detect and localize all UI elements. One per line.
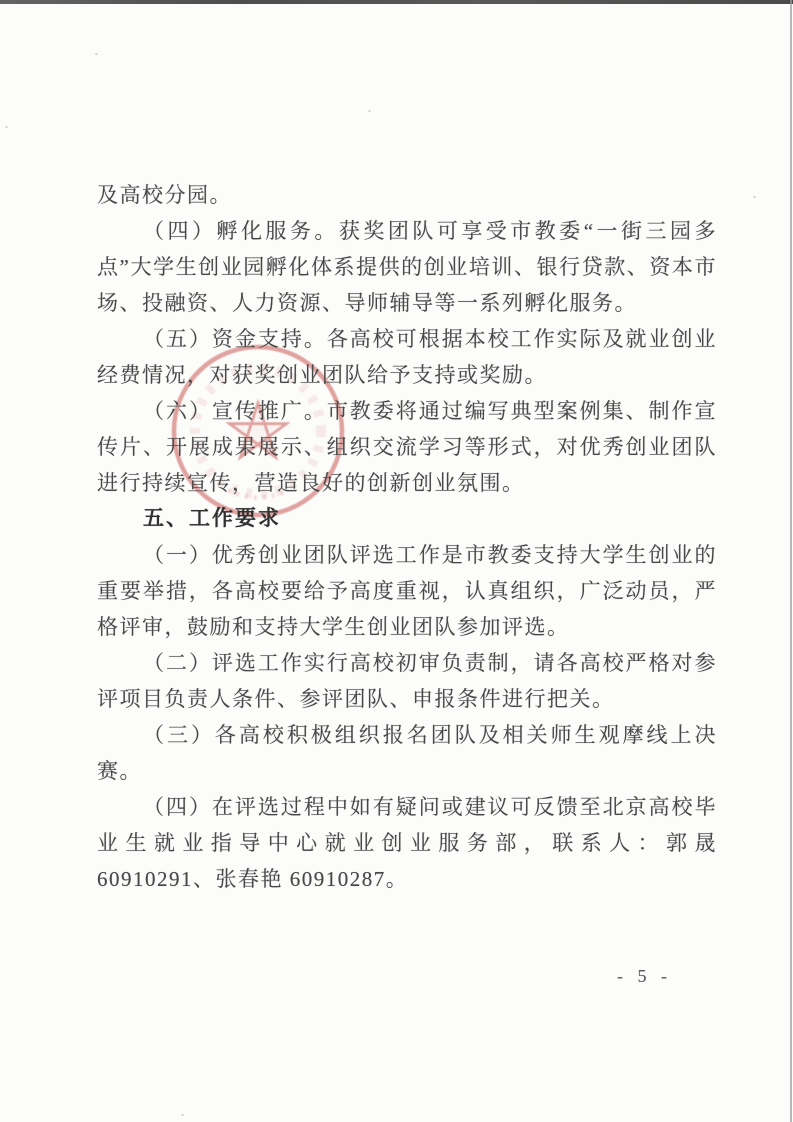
paragraph-requirement-2: （二）评选工作实行高校初审负责制，请各高校严格对参评项目负责人条件、参评团队、申报条件进行把关。 — [97, 651, 717, 711]
scan-speck — [181, 1114, 184, 1116]
scan-speck — [753, 196, 756, 198]
scan-edge-right — [790, 0, 792, 1122]
paragraph-requirement-3: （三）各高校积极组织报名团队及相关师生观摩线上决赛。 — [97, 723, 717, 783]
paragraph-continuation: 及高校分园。 — [97, 183, 232, 207]
paragraph-item-6-publicity: （六）宣传推广。市教委将通过编写典型案例集、制作宣传片、开展成果展示、组织交流学习等形式，对优秀创业团队进行持续宣传，营造良好的创新创业氛围。 — [97, 399, 717, 495]
paragraph-item-5-funding-support: （五）资金支持。各高校可根据本校工作实际及就业创业经费情况，对获奖创业团队给予支持或奖励。 — [97, 327, 717, 387]
paragraph-item-4-incubation-services: （四）孵化服务。获奖团队可享受市教委“一街三园多点”大学生创业园孵化体系提供的创业培训、银行贷款、资本市场、投融资、人力资源、导师辅导等一系列孵化服务。 — [97, 219, 717, 315]
page-number: - 5 - — [617, 966, 672, 986]
paragraph-requirement-4-contacts: （四）在评选过程中如有疑问或建议可反馈至北京高校毕业生就业指导中心就业创业服务部，联系人：郭晟 60910291、张春艳 60910287。 — [97, 795, 717, 891]
scan-speck — [95, 53, 98, 55]
paragraph-requirement-1: （一）优秀创业团队评选工作是市教委支持大学生创业的重要举措，各高校要给予高度重视，认真组织，广泛动员，严格评审，鼓励和支持大学生创业团队参加评选。 — [97, 543, 717, 639]
scan-edge-top — [0, 0, 793, 4]
section-heading-work-requirements: 五、工作要求 — [143, 507, 281, 530]
scan-speck — [368, 110, 371, 112]
document-body — [97, 177, 717, 897]
scan-speck — [5, 126, 8, 128]
